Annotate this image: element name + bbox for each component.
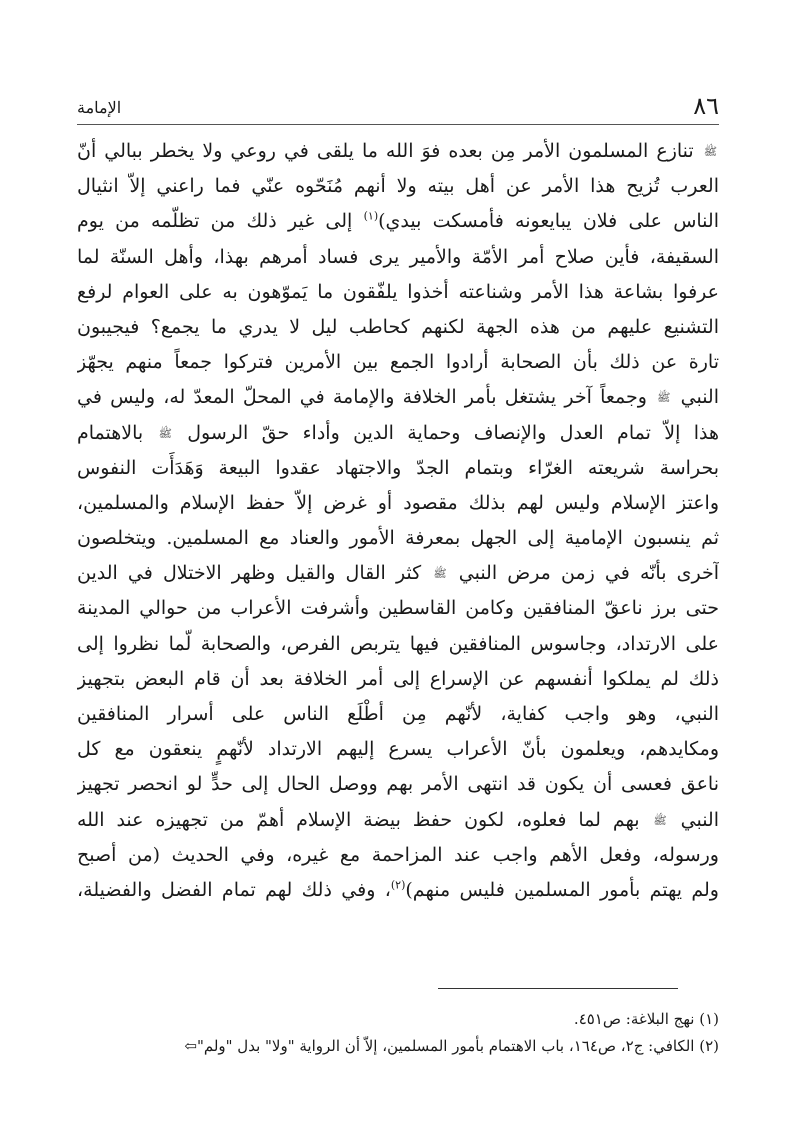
body-line-text: ناعق فعسى أن يكون قد انتهى الأمر بهم ووصل الحال إلى حدٍّ لو انحصر تجهيز — [77, 773, 719, 796]
body-line-text: بحراسة شريعته الغرّاء وبتمام الجدّ والاجتهاد عقدوا البيعة وَهَدَأَت النفوس — [77, 456, 719, 479]
body-line-text: وجمعاً آخر يشتغل بأمر الخلافة والإمامة في المحلّ المعدّ له، وليس في — [77, 386, 656, 409]
footnote-reference[interactable]: (٢) — [390, 878, 406, 892]
body-line — [77, 451, 719, 486]
body-line-text: على الارتداد، وجاسوس المنافقين فيها يتربص الفرص، والصحابة لّما نظروا إلى — [77, 632, 719, 655]
honorific-salawat-icon: ﷺ — [653, 813, 667, 827]
body-line-text: ذلك لم يملكوا أنفسهم عن الإسراع إلى أمر الخلافة بعد أن قام البعض بتجهيز — [77, 667, 719, 690]
body-line — [77, 697, 719, 732]
body-line — [77, 416, 719, 451]
footnote-1: (١) نهج البلاغة: ص٤٥١. — [573, 1010, 719, 1028]
body-line — [77, 380, 719, 415]
body-line — [77, 169, 719, 204]
body-line-text: ورسوله، وفعل الأهم واجب عند المزاحمة مع غيره، وفي الحديث (من أصبح — [77, 843, 719, 866]
body-line — [77, 204, 719, 239]
page-number: ٨٦ — [693, 92, 719, 120]
body-line-text: كثر القال والقيل وظهر الاختلال في الدين — [77, 562, 432, 585]
body-line-text: ومكايدهم، ويعلمون بأنّ الأعراب يسرع إليهم الارتداد لأنّهمٍ ينعقون مع كل — [77, 738, 719, 761]
running-title: الإمامة — [77, 98, 122, 117]
honorific-salawat-icon: ﷺ — [158, 426, 172, 440]
body-line-text: الناس على فلان يبايعونه فأمسكت بيدي) — [378, 210, 719, 233]
body-line-text: تنازع المسلمون الأمر مِن بعده فوَ الله ما يلقى في روعي ولا يخطر ببالي أنّ — [77, 140, 702, 162]
body-line-text: آخرى بأنّه في زمن مرض النبي — [448, 562, 719, 585]
body-line-text: العرب تُزيح هذا الأمر عن أهل بيته ولا أنهم مُنَحّوه عنّي فما راعني إلاّ انثيال — [77, 175, 719, 198]
footnote-separator — [438, 988, 678, 989]
body-line-text: النبي — [668, 808, 719, 831]
body-line-text: التشنيع عليهم من هذه الجهة لكنهم كحاطب ليل لا يدري ما يجمع؟ فيجيبون — [77, 315, 719, 338]
body-line — [77, 134, 719, 169]
body-line — [77, 486, 719, 521]
body-line-text: بالاهتمام — [77, 421, 157, 444]
body-line-text: النبي — [672, 386, 719, 409]
body-line-text: بهم لما فعلوه، لكون حفظ بيضة الإسلام أهمّ من تجهيزه عند الله — [77, 808, 652, 831]
body-line-text: حتى برز ناعقّ المنافقين وكامن القاسطين وأشرفت الأعراب من حوالي المدينة — [77, 597, 719, 620]
body-line-text: إلى غير ذلك من تظلّمه من يوم — [77, 210, 364, 233]
body-line — [77, 345, 719, 380]
body-line-text: هذا إلاّ تمام العدل والإنصاف وحماية الدين وأداء حقّ الرسول — [173, 421, 719, 444]
body-line-text: ثم ينسبون الإمامية إلى الجهل بمعرفة الأمور والعناد مع المسلمين. ويتخلصون — [77, 527, 719, 550]
body-line — [77, 591, 719, 626]
body-line — [77, 803, 719, 838]
body-line-text: ، وفي ذلك لهم تمام الفضل والفضيلة، — [77, 878, 391, 901]
body-line — [77, 662, 719, 697]
footnote-reference[interactable]: (١) — [363, 210, 379, 224]
honorific-salawat-icon: ﷺ — [657, 391, 671, 405]
body-line-text: تارة عن ذلك بأن الصحابة أرادوا الجمع بين الأمرين فتركوا جمعاً منهم يجهّز — [77, 351, 719, 374]
body-line-text: عرفوا بشاعة هذا الأمر وشناعته أخذوا يلفّقون ما يَموّهون به على العوام لرفع — [77, 280, 719, 303]
body-line — [77, 521, 719, 556]
footnote-2: (٢) الكافي: ج٢، ص١٦٤، باب الاهتمام بأمور المسلمين، إلاّ أن الرواية "ولا" بدل "ولم"⇦ — [184, 1037, 719, 1055]
running-header — [77, 88, 719, 120]
header-divider — [77, 124, 719, 125]
body-line — [77, 556, 719, 591]
body-text — [77, 134, 719, 908]
body-line — [77, 275, 719, 310]
body-line — [77, 240, 719, 275]
body-line-text: السقيفة، فأين صلاح أمر الأمّة والأمير يرى فساد أمرهم بهذا، وأهل السنّة لما — [77, 245, 719, 268]
honorific-salawat-icon: ﷺ — [433, 567, 447, 581]
honorific-salawat-icon: ﷺ — [703, 145, 717, 158]
body-line — [77, 732, 719, 767]
footnotes — [77, 1006, 719, 1060]
body-line — [77, 873, 719, 908]
body-line-text: النبي، وهو واجب كفاية، لأنّهم مِن أطْلَع الناس على أسرار المنافقين — [77, 703, 719, 725]
body-line-text: ولم يهتم بأمور المسلمين فليس منهم) — [405, 878, 719, 901]
body-line — [77, 627, 719, 662]
body-line — [77, 767, 719, 802]
body-line-text: واعتز الإسلام وليس لهم بذلك مقصود أو غرض إلاّ حفظ الإسلام والمسلمين، — [77, 491, 719, 514]
body-line — [77, 310, 719, 345]
body-line — [77, 838, 719, 873]
